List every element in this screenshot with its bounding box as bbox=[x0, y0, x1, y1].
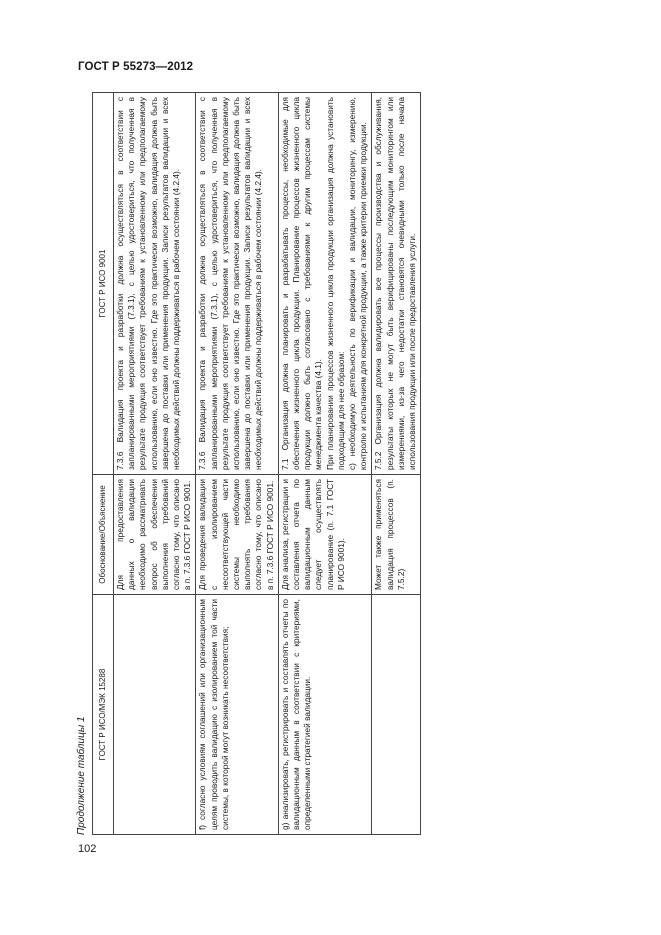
table-body bbox=[114, 93, 421, 835]
comparison-table bbox=[92, 92, 421, 835]
cell-paragraph: Для предоставления данных о валидации необходимо рассматривать вопрос об обеспечении выполнения требований согласно тому, что описано в п. 7.3.6 ГОСТ Р ИСО 9001. bbox=[115, 479, 193, 590]
cell-paragraph: 7.3.6 Валидация проекта и разработки должна осуществляться в соответствии с запланированными мероприятиями (7.3.1), с целью удостовериться, что полученная в результате продукция соответствует требованиям к установленному или предполагаемому использованию, если оно известно. Где это практически возможно, валидация должна быть завершена до поставки или применения продукции. Записи результатов валидации и всех необходимых действий должны поддерживаться в рабочем состоянии (4.2.4). bbox=[197, 97, 264, 470]
cell-paragraph: c) необходимую деятельность по верификации и валидации, мониторингу, измерению, контролю и испытаниям для конкретной продукции, а также критерии приемки продукции. bbox=[347, 97, 369, 470]
table-continuation-caption: Продолжение таблицы 1 bbox=[76, 716, 87, 835]
cell-paragraph: 7.3.6 Валидация проекта и разработки должна осуществляться в соответствии с запланированными мероприятиями (7.3.1), с целью удостовериться, что полученная в результате продукция соответствует требованиям к установленному или предполагаемому использованию, если оно известно. Где это практически возможно, валидация должна быть завершена до поставки или применения продукции. Записи результатов валидации и всех необходимых действий должны поддерживаться в рабочем состоянии (4.2.4). bbox=[115, 97, 182, 470]
cell-paragraph: При планировании процессов жизненного цикла продукции организация должна установить подходящим для нее образом: bbox=[324, 97, 346, 470]
table-row bbox=[196, 93, 278, 835]
cell-paragraph: Может также применяться валидация процессов (п. 7.5.2) bbox=[373, 479, 406, 590]
iso15288-cell bbox=[114, 595, 196, 835]
cell-paragraph: Для проведения валидации с изолированием несоответствующей части системы необходимо выполнять требования согласно тому, что описано в п. 7.3.6 ГОСТ Р ИСО 9001. bbox=[197, 479, 275, 590]
cell-paragraph: 7.1 Организация должна планировать и разрабатывать процессы, необходимые для обеспечения жизненного цикла продукции. Планирование процессов жизненного цикла продукции должно быть согласовано с требованиями к другим процессам системы менеджмента качества (4.1). bbox=[279, 97, 324, 470]
cell-paragraph: f) согласно условиям соглашений или организационным целям проводить валидацию с изолированием той части системы, в которой могут возникать несоответствия; bbox=[197, 599, 230, 830]
iso9001-cell bbox=[372, 93, 421, 475]
iso15288-cell bbox=[278, 595, 372, 835]
table-row bbox=[278, 93, 372, 835]
rotated-table-area bbox=[74, 93, 620, 835]
document-header: ГОСТ Р 55273—2012 bbox=[78, 61, 194, 73]
justification-cell bbox=[114, 475, 196, 595]
table-header-row bbox=[93, 93, 114, 835]
page-number: 102 bbox=[78, 843, 97, 855]
cell-paragraph: 7.5.2 Организация должна валидировать все процессы производства и обслуживания, результаты которых не могут быть верифицированы последующим мониторингом или измерениями, из-за чего недостатки становятся очевидными только после начала использования продукции или после предоставления услуги. bbox=[373, 97, 418, 470]
justification-cell bbox=[278, 475, 372, 595]
iso9001-cell bbox=[278, 93, 372, 475]
column-header-justification: Обоснование/Объяснение bbox=[93, 475, 114, 595]
iso15288-cell bbox=[372, 595, 421, 835]
table-row bbox=[372, 93, 421, 835]
iso9001-cell bbox=[114, 93, 196, 475]
iso9001-cell bbox=[196, 93, 278, 475]
justification-cell bbox=[372, 475, 421, 595]
justification-cell bbox=[196, 475, 278, 595]
cell-paragraph: g) анализировать, регистрировать и составлять отчеты по валидационным данным в соответствии с критериями, определенными стратегией валидации. bbox=[279, 599, 313, 830]
iso15288-cell bbox=[196, 595, 278, 835]
cell-paragraph: Для анализа, регистрации и составления отчета по валидационным данным следует осуществлять планирование (п. 7.1 ГОСТ Р ИСО 9001). bbox=[279, 479, 346, 590]
table-row bbox=[114, 93, 196, 835]
column-header-iso15288: ГОСТ Р ИСО/МЭК 15288 bbox=[93, 595, 114, 835]
column-header-iso9001: ГОСТ Р ИСО 9001 bbox=[93, 93, 114, 475]
